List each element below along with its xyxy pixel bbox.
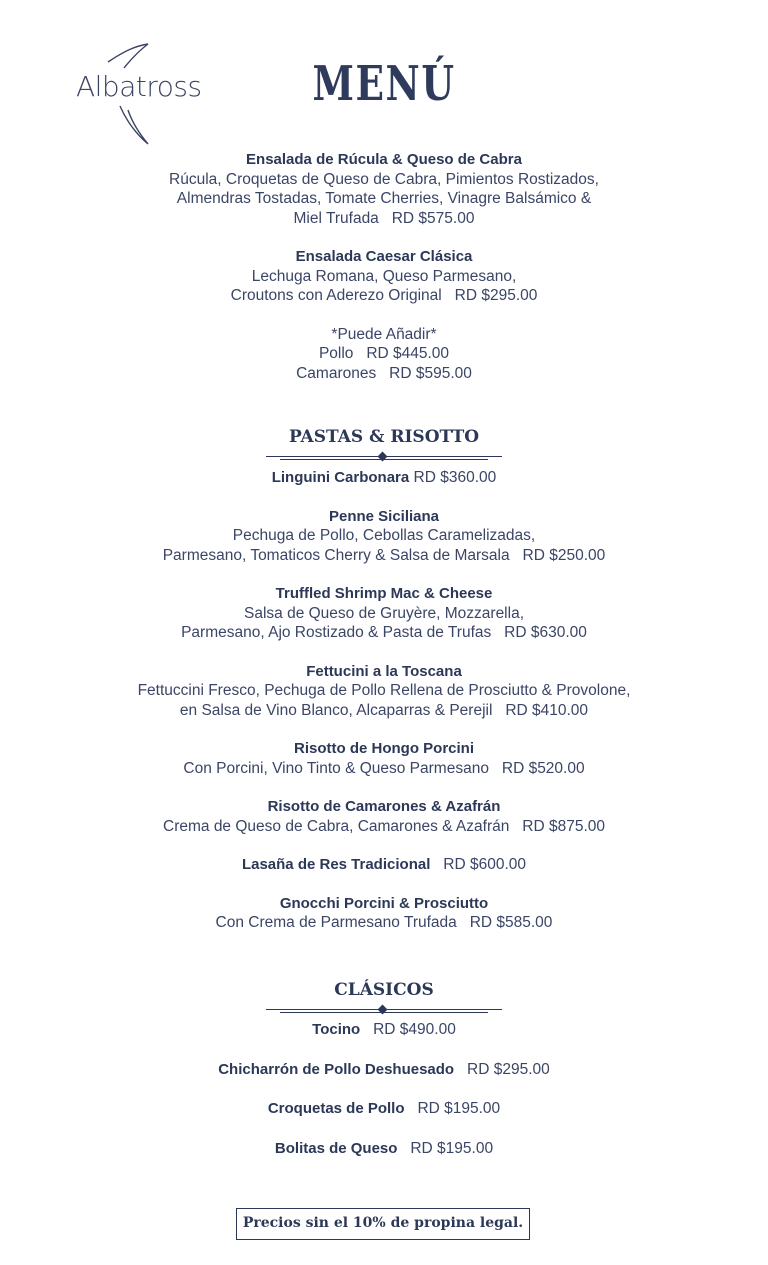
section-title: PASTAS & RISOTTO [288,427,480,447]
section-header-pastas [0,427,768,463]
addons-item [0,325,768,384]
item-desc-line: Salsa de Queso de Gruyère, Mozzarella, [244,604,524,622]
item-price: RD $585.00 [469,914,553,931]
item-desc-line [0,913,768,933]
item-name: Tocino [312,1021,361,1038]
item-name: Ensalada de Rúcula & Queso de Cabra [246,151,522,168]
item-desc-line [0,209,768,229]
item-price: RD $295.00 [454,287,538,304]
item-price: RD $195.00 [417,1100,501,1117]
item-desc-text: en Salsa de Vino Blanco, Alcaparras & Perejil [179,701,493,719]
intro-section [0,150,768,383]
addons-heading: *Puede Añadir* [331,325,437,343]
menu-item [0,1139,768,1159]
item-desc-line: Almendras Tostadas, Tomate Cherries, Vinagre Balsámico & [176,190,592,207]
item-desc-text: Crema de Queso de Cabra, Camarones & Azafrán [163,817,510,835]
section-header-clasicos [0,980,768,1016]
item-price: RD $360.00 [413,469,497,486]
menu-item [0,247,768,306]
menu-item [0,797,768,836]
item-name: Gnocchi Porcini & Prosciutto [279,894,489,912]
item-desc-text: Con Porcini, Vino Tinto & Queso Parmesano [183,759,489,777]
menu-item [0,1060,768,1080]
menu-item [0,468,768,488]
item-name: Ensalada Caesar Clásica [295,248,473,265]
item-name: Bolitas de Queso [274,1139,398,1157]
item-name: Lasaña de Res Tradicional [241,856,431,873]
ornamental-divider [266,453,502,463]
item-price: RD $250.00 [522,546,606,564]
menu-item [0,662,768,721]
item-price: RD $630.00 [504,624,587,641]
menu-item [0,150,768,228]
footer-note: Precios sin el 10% de propina legal. [236,1208,530,1240]
item-desc-line [0,817,768,837]
item-name: Penne Siciliana [328,507,440,525]
item-desc-text: Parmesano, Tomaticos Cherry & Salsa de Marsala [162,546,510,564]
page-title: MENÚ [312,56,456,112]
addon-line [0,364,768,384]
ornamental-divider [266,1006,502,1016]
item-desc-line: Fettuccini Fresco, Pechuga de Pollo Rellena de Prosciutto & Provolone, [137,682,631,699]
item-price: RD $875.00 [522,817,605,835]
item-desc-line [0,623,768,643]
addon-price: RD $445.00 [366,345,450,362]
clasicos-section [0,1020,768,1158]
brand-name: Albatross [76,70,202,103]
item-name: Truffled Shrimp Mac & Cheese [275,585,493,602]
item-name: Risotto de Camarones & Azafrán [267,798,501,815]
item-price: RD $575.00 [391,209,475,227]
addon-label: Pollo [318,345,354,362]
addon-line [0,344,768,364]
menu-item [0,1099,768,1119]
menu-item [0,584,768,643]
pastas-section [0,468,768,933]
item-desc-line [0,701,768,721]
menu-item [0,1020,768,1040]
item-desc-line: Rúcula, Croquetas de Queso de Cabra, Pimientos Rostizados, [169,170,599,188]
item-desc-line [0,286,768,306]
item-price: RD $600.00 [443,856,527,873]
item-desc-text: Parmesano, Ajo Rostizado & Pasta de Trufas [181,624,492,641]
item-name: Fettucini a la Toscana [306,662,462,680]
menu-item [0,507,768,566]
menu-item [0,894,768,933]
item-desc-text: Miel Trufada [293,209,379,227]
item-desc-line [0,759,768,779]
item-price: RD $195.00 [410,1139,494,1157]
section-title: CLÁSICOS [334,980,434,1000]
item-price: RD $490.00 [373,1021,456,1038]
item-desc-text: Croutons con Aderezo Original [230,287,442,304]
item-price: RD $520.00 [501,759,585,777]
item-desc-line: Pechuga de Pollo, Cebollas Caramelizadas, [232,527,536,544]
item-desc-text: Con Crema de Parmesano Trufada [215,914,457,931]
item-desc-line [0,546,768,566]
addon-label: Camarones [296,364,377,382]
menu-item [0,739,768,778]
item-name: Chicharrón de Pollo Deshuesado [218,1060,455,1078]
item-price: RD $295.00 [467,1060,550,1078]
menu-item [0,855,768,875]
item-name: Linguini Carbonara [271,469,410,486]
item-price: RD $410.00 [505,701,589,719]
item-desc-line: Lechuga Romana, Queso Parmesano, [251,267,517,285]
item-name: Croquetas de Pollo [267,1100,405,1117]
addon-price: RD $595.00 [389,364,472,382]
item-name: Risotto de Hongo Porcini [294,740,474,757]
